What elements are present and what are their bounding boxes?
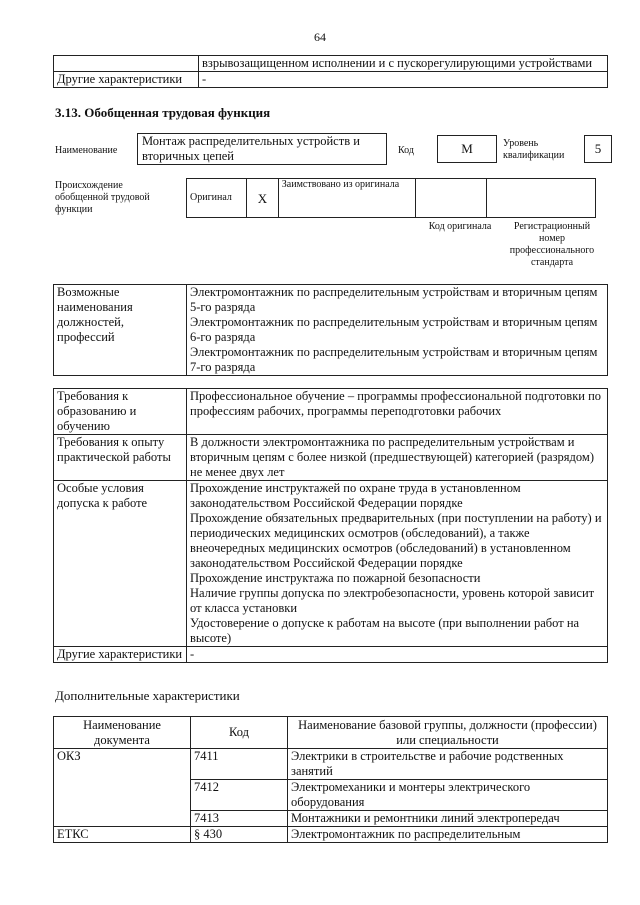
education-label: Требования к образованию и обучению [54,389,187,435]
row-doc: ОКЗ [54,749,191,827]
section-title: 3.13. Обобщенная трудовая функция [55,105,271,120]
function-name-value: Монтаж распределительных устройств и вторичных цепей [137,133,387,165]
additional-title: Дополнительные характеристики [55,688,240,703]
top-table [53,55,608,88]
level-label: Уровень квалификации [503,138,565,161]
other-characteristics-value: - [187,647,608,663]
borrowed-label: Заимствовано из оригинала [278,179,416,218]
position-item: Электромонтажник по распределительным устройствам и вторичным цепям 7-го разряда [190,345,598,374]
special-condition-item: Наличие группы допуска по электробезопасности, уровень которой зависит от класса установки [190,586,595,615]
positions-list [187,285,608,376]
row-name: Электромонтажник по распределительным [288,827,608,843]
other-characteristics-label: Другие характеристики [54,647,187,663]
row-name: Электромеханики и монтеры электрического оборудования [288,780,608,811]
special-condition-item: Прохождение инструктажа по пожарной безопасности [190,571,481,585]
requirements-table [53,388,608,663]
row-code: 7412 [191,780,288,811]
position-item: Электромонтажник по распределительным устройствам и вторичным цепям 5-го разряда [190,285,598,314]
special-condition-item: Удостоверение о допуске к работам на высоте (при выполнении работ на высоте) [190,616,580,645]
row-name: Электрики в строительстве и рабочие родственных занятий [288,749,608,780]
special-conditions-label: Особые условия допуска к работе [54,481,187,647]
origin-table [186,178,596,218]
special-conditions-list [187,481,608,647]
origin-reg-cell [486,179,595,218]
origin-code-cell [416,179,486,218]
row-name: Монтажники и ремонтники линий электропередач [288,811,608,827]
page-number: 64 [314,30,326,44]
additional-table [53,716,608,843]
row-doc: ЕТКС [54,827,191,843]
top-table-row2-value: - [199,72,608,88]
origin-label: Происхождение обобщенной трудовой функции [55,180,150,215]
header-document: Наименование документа [54,717,191,749]
code-original-caption: Код оригинала [428,221,492,232]
education-value: Профессиональное обучение – программы профессиональной подготовки по профессиям рабочих, программы переподготовки рабочих [187,389,608,435]
name-label: Наименование [55,145,118,156]
header-code: Код [191,717,288,749]
position-item: Электромонтажник по распределительным устройствам и вторичным цепям 6-го разряда [190,315,598,344]
top-table-row1-value: взрывозащищенном исполнении и с пускорегулирующими устройствами [199,56,608,72]
level-value: 5 [584,135,612,163]
experience-label: Требования к опыту практической работы [54,435,187,481]
row-code: 7413 [191,811,288,827]
header-group-name: Наименование базовой группы, должности (профессии) или специальности [288,717,608,749]
code-label: Код [398,145,414,156]
top-table-row2-label: Другие характеристики [54,72,199,88]
experience-value: В должности электромонтажника по распределительным устройствам и вторичным цепям с более низкой (предшествующей) категорией (разрядом) не менее двух лет [187,435,608,481]
positions-table [53,284,608,376]
special-condition-item: Прохождение обязательных предварительных (при поступлении на работу) и периодических медицинских осмотров (обследований), а также внеочередных медицинских осмотров (обследований) в установленном законодательством Российской Федерации порядке [190,511,602,570]
positions-label: Возможные наименования должностей, профессий [54,285,187,376]
row-code: 7411 [191,749,288,780]
special-condition-item: Прохождение инструктажей по охране труда в установленном законодательством Российской Федерации порядке [190,481,521,510]
reg-number-caption: Регистрационный номер профессионального стандарта [509,221,595,268]
row-code: § 430 [191,827,288,843]
top-table-empty-cell [54,56,199,72]
original-mark: X [247,179,279,218]
original-label: Оригинал [187,179,247,218]
function-code-value: M [437,135,497,163]
